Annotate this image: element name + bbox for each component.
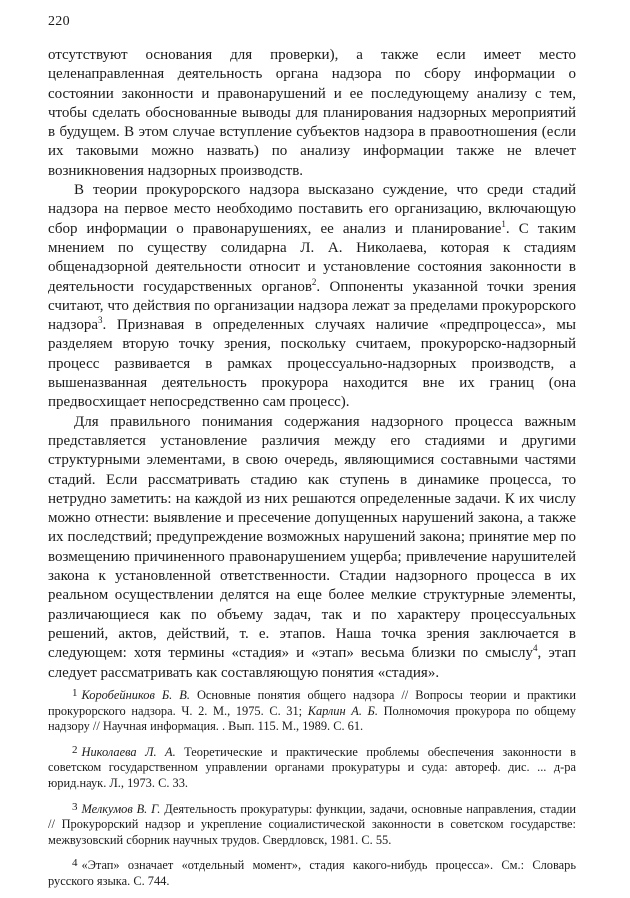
footnote-number: 2 <box>72 743 78 756</box>
footnote-text: Деятельность прокуратуры: функции, задачи, основные направления, стадии // Прокурорский надзор и укрепление социалистической законности в советском государстве: межвузовский сборник научных трудов. Свердловск, 1981. С. 55. <box>48 801 576 847</box>
footnote-text: Основные понятия общего надзора // Вопросы теории и практики прокурорского надзора. Ч. 2. М., 1975. С. 31; <box>48 688 576 718</box>
paragraph-1: отсутствуют основания для проверки), а также если имеет место целенаправленная деятельность органа надзора по сбору информации о состоянии законности и правонарушений и ее последующему анализу с тем, чтобы сделать обоснованные выводы для планирования надзорных мероприятий в будущем. В этом случае вступление субъектов надзора в правоотношения (если их таковыми можно назвать) по анализу информации также не влечет возникновения надзорных производств. <box>48 47 576 179</box>
footnote-ref-1[interactable]: 1 <box>501 218 506 229</box>
footnote-author-2: Карлин А. Б. <box>307 703 378 718</box>
footnote-3 <box>48 800 576 849</box>
paragraph-3-part-1: Для правильного понимания содержания надзорного процесса важным представляется установление различия между его стадиями и другими структурными элементами, в свою очередь, являющимися составными частями стадий. Если рассматривать стадию как ступень в динамике процесса, то нетрудно заметить: на каждой из них решаются определенные задачи. К их числу можно отнести: выявление и пресечение допущенных нарушений закона, а также их последствий; предупреждение возможных нарушений закона; принятие мер по возмещению причиненного правонарушением ущерба; привлечение нарушителей закона к установленной ответственности. Стадии надзорного процесса в их реальном осуществлении делятся на еще более мелкие структурные элементы, различающиеся как по объему задач, так и по характеру процессуальных решений, актов, действий, т. е. этапов. Наша точка зрения заключается в следующем: хотя термины «стадия» и «этап» весьма близки по смыслу <box>48 413 576 662</box>
footnote-ref-4[interactable]: 4 <box>533 643 538 654</box>
body-text <box>48 46 576 683</box>
footnote-ref-3[interactable]: 3 <box>98 315 103 326</box>
footnote-text: «Этап» означает «отдельный момент», стадия какого-нибудь процесса». См.: Словарь русского языка. С. 744. <box>48 858 576 888</box>
page-number: 220 <box>48 14 70 29</box>
footnote-2 <box>48 743 576 792</box>
footnote-number: 1 <box>72 687 78 699</box>
footnote-text: Теоретические и практические проблемы обеспечения законности в советском государственном управлении органами прокуратуры и суда: автореф. дис. ... д-ра юрид.наук. Л., 1973. С. 33. <box>48 744 576 790</box>
footnote-text-2: Полномочия прокурора по общему надзору // Научная информация. . Вып. 115. М., 1989. С. 61. <box>48 703 576 734</box>
footnote-ref-2[interactable]: 2 <box>311 276 317 287</box>
paragraph-3-part-2: , этап следует рассматривать как составляющую понятия «стадия». <box>48 645 576 681</box>
paragraph-3 <box>48 413 576 683</box>
paragraph-2-part-3: . Оппоненты указанной точки зрения считают, что действия по организации надзора лежат за пределами прокурорского надзора <box>48 278 576 334</box>
paragraph-2-part-4: . Признавая в определенных случаях наличие «предпроцесса», мы разделяем вторую точку зрения, поскольку считаем, прокурорско-надзорный процесс развивается в рамках процессуально-надзорных производств, а вышеназванная деятельность прокурора находится вне их границ (она предвосхищает непосредственно сам процесс). <box>48 317 576 411</box>
footnote-number: 3 <box>72 800 78 813</box>
footnote-number: 4 <box>72 857 78 870</box>
paragraph-2 <box>48 181 576 413</box>
paragraph-2-part-2: . С таким мнением по существу солидарна Л. А. Николаева, которая к стадиям общенадзорной деятельности относит и установление состояния законности в деятельности государственных органов <box>48 220 576 295</box>
footnote-author: Коробейников Б. В. <box>81 688 190 702</box>
paragraph-2-part-1: В теории прокурорского надзора высказано суждение, что среди стадий надзора на первое место необходимо поставить его организацию, включающую сбор информации о правонарушениях, ее анализ и планирование <box>48 182 576 237</box>
footnote-author: Николаева Л. А. <box>81 744 176 759</box>
footnotes <box>48 686 576 898</box>
footnote-4 <box>48 856 576 889</box>
footnote-author: Мелкумов В. Г. <box>81 801 161 816</box>
footnote-separator <box>48 671 576 672</box>
footnote-1 <box>48 686 576 735</box>
